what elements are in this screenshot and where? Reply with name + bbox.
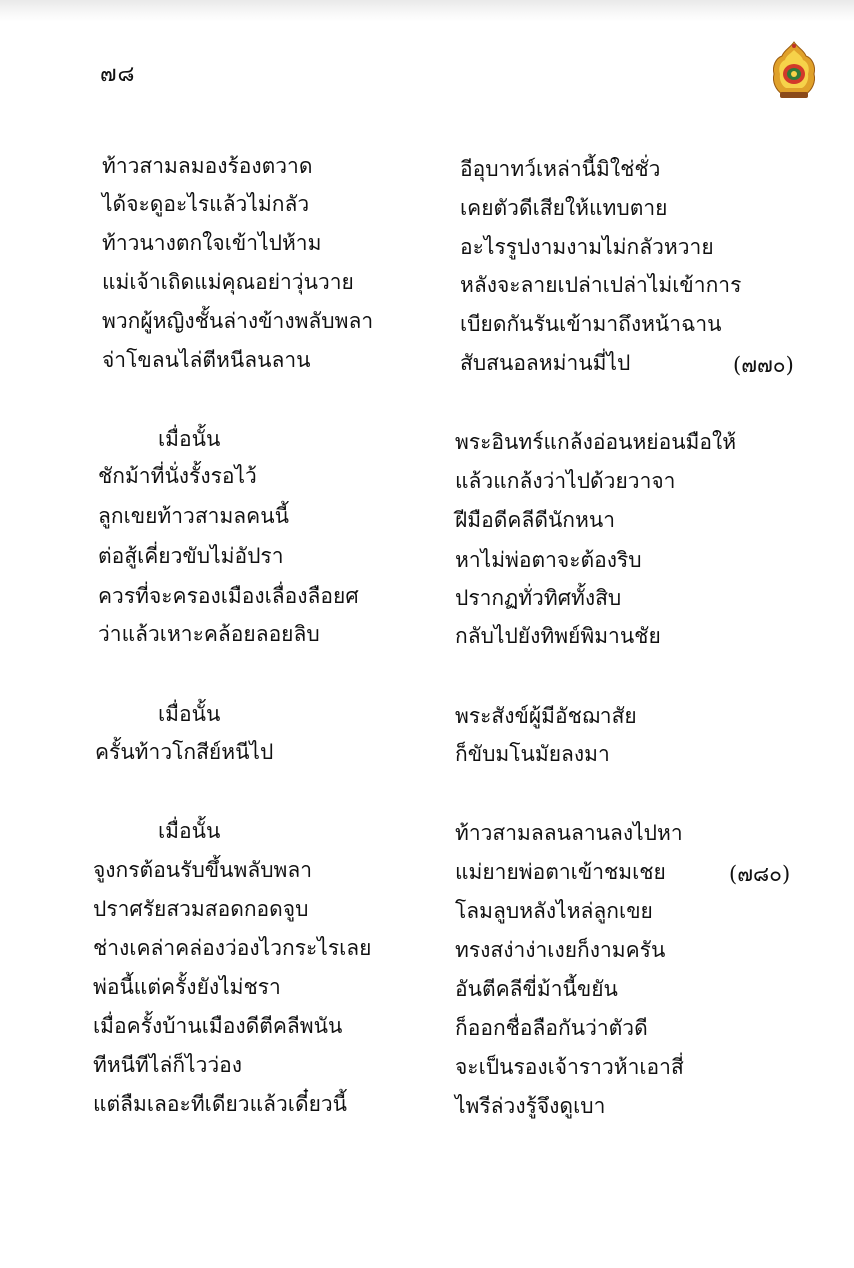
verse-line: หาไม่พ่อตาจะต้องริบ <box>455 548 642 572</box>
verse-line: ท้าวนางตกใจเข้าไปห้าม <box>102 231 322 255</box>
verse-line: ท้าวสามลลนลานลงไปหา <box>455 821 683 845</box>
verse-number: (๗๘๐) <box>729 862 791 886</box>
verse-line: อันตีคลีขี่ม้านี้ขยัน <box>455 977 618 1001</box>
verse-line: กลับไปยังทิพย์พิมานชัย <box>455 624 661 648</box>
verse-line: แต่ลืมเลอะทีเดียวแล้วเดี๋ยวนี้ <box>93 1092 348 1116</box>
verse-line: พวกผู้หญิงชั้นล่างข้างพลับพลา <box>102 309 374 333</box>
verse-line: เคยตัวดีเสียให้แทบตาย <box>460 196 668 220</box>
emblem-logo <box>770 40 818 100</box>
verse-line: แล้วแกล้งว่าไปด้วยวาจา <box>455 469 676 493</box>
verse-line: ครั้นท้าวโกสีย์หนีไป <box>95 740 274 764</box>
verse-line: เมื่อนั้น <box>158 819 221 843</box>
verse-line: เมื่อนั้น <box>158 702 221 726</box>
verse-line: ทีหนีทีไล่ก็ไวว่อง <box>93 1053 243 1077</box>
verse-line: ท้าวสามลมองร้องตวาด <box>102 154 313 178</box>
verse-line: สับสนอลหม่านมี่ไป <box>460 351 631 375</box>
verse-line: ต่อสู้เคี่ยวขับไม่อัปรา <box>98 544 284 568</box>
verse-line: จูงกรต้อนรับขึ้นพลับพลา <box>93 858 313 882</box>
verse-line: พระอินทร์แกล้งอ่อนหย่อนมือให้ <box>455 430 737 454</box>
verse-line: เมื่อครั้งบ้านเมืองดีตีคลีพนัน <box>93 1014 343 1038</box>
verse-line: ทรงสง่าง่าเงยก็งามครัน <box>455 938 666 962</box>
verse-line: อีอุบาทว์เหล่านี้มิใช่ชั่ว <box>460 157 661 181</box>
verse-line: จะเป็นรองเจ้าราวห้าเอาสี่ <box>455 1055 684 1079</box>
verse-line: หลังจะลายเปล่าเปล่าไม่เข้าการ <box>460 273 742 297</box>
verse-line: ก็ออกชื่อลือกันว่าตัวดี <box>455 1016 648 1040</box>
verse-line: ว่าแล้วเหาะคล้อยลอยลิบ <box>98 622 320 646</box>
verse-line: ปราศรัยสวมสอดกอดจูบ <box>93 897 309 921</box>
verse-line: เบียดกันรันเข้ามาถึงหน้าฉาน <box>460 312 722 336</box>
verse-line: ก็ขับมโนมัยลงมา <box>455 742 610 766</box>
verse-line: จ่าโขลนไล่ตีหนีลนลาน <box>102 348 311 372</box>
verse-line: โลมลูบหลังไหล่ลูกเขย <box>455 899 653 923</box>
verse-line: ชักม้าที่นั่งรั้งรอไว้ <box>98 464 257 488</box>
verse-line: อะไรรูปงามงามไม่กลัวหวาย <box>460 235 714 259</box>
verse-line: พระสังข์ผู้มีอัชฌาสัย <box>455 704 637 728</box>
verse-line: เมื่อนั้น <box>158 427 221 451</box>
verse-number: (๗๗๐) <box>733 353 794 377</box>
verse-line: ฝีมือดีคลีดีนักหนา <box>455 508 616 532</box>
verse-line: ไพรีล่วงรู้จึงดูเบา <box>455 1094 606 1118</box>
verse-line: ลูกเขยท้าวสามลคนนี้ <box>98 504 289 528</box>
verse-line: ควรที่จะครองเมืองเลื่องลือยศ <box>98 584 359 608</box>
page-number: ๗๘ <box>100 62 136 87</box>
verse-line: ได้จะดูอะไรแล้วไม่กลัว <box>102 192 310 216</box>
verse-line: ช่างเคล่าคล่องว่องไวกระไรเลย <box>93 936 372 960</box>
verse-line: แม่เจ้าเถิดแม่คุณอย่าวุ่นวาย <box>102 270 354 294</box>
verse-line: ปรากฏทั่วทิศทั้งสิบ <box>455 586 622 610</box>
verse-line: แม่ยายพ่อตาเข้าชมเชย <box>455 860 666 884</box>
scan-top-edge <box>0 0 854 22</box>
verse-line: พ่อนี้แต่ครั้งยังไม่ชรา <box>93 975 281 999</box>
